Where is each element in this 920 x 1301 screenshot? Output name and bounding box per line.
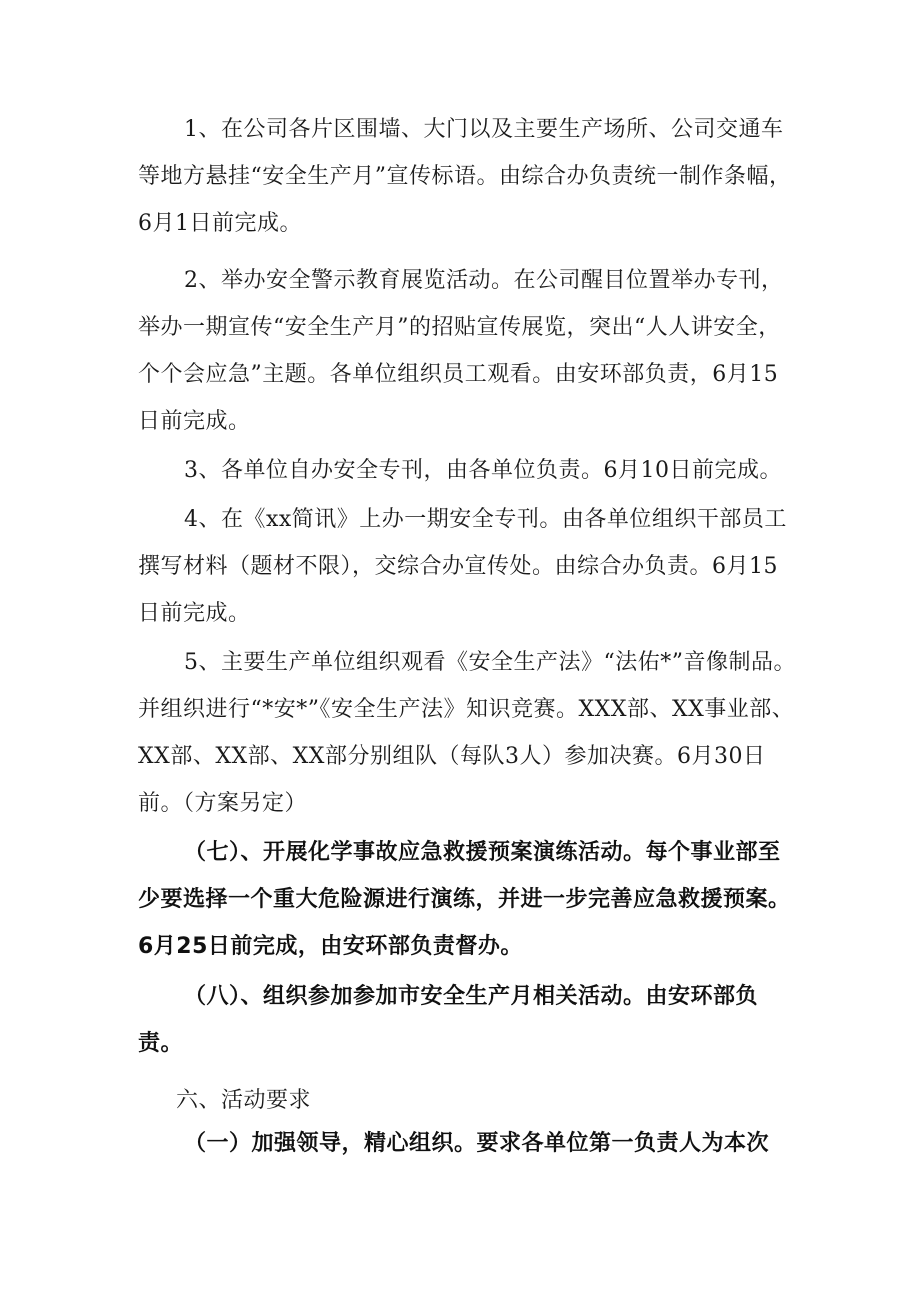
paragraph-item-2: 2、举办安全警示教育展览活动。在公司醒目位置举办专刊，举办一期宣传“安全生产月”的招贴宣传展览，突出“人人讲安全，个个会应急”主题。各单位组织员工观看。由安环部负责，6月15日前完成。 xyxy=(138,268,784,434)
paragraph-section-7: （七）、开展化学事故应急救援预案演练活动。每个事业部至少要选择一个重大危险源进行演练，并进一步完善应急救援预案。6月25日前完成，由安环部负责督办。 xyxy=(138,840,791,959)
paragraph-item-1: 1、在公司各片区围墙、大门以及主要生产场所、公司交通车等地方悬挂“安全生产月”宣传标语。由综合办负责统一制作条幅，6月1日前完成。 xyxy=(138,117,792,236)
paragraph-section-8: （八）、组织参加参加市安全生产月相关活动。由安环部负责。 xyxy=(138,984,759,1056)
section-heading-activity-requirements: 六、活动要求 xyxy=(176,1088,312,1113)
paragraph-item-5: 5、主要生产单位组织观看《安全生产法》“法佑*”音像制品。并组织进行“*安*”《安全生产法》知识竞赛。XXX部、XX事业部、XX部、XX部、XX部分别组队（每队3人）参加决赛。6月30日前。（方案另定） xyxy=(138,650,796,816)
paragraph-requirement-1: （一）加强领导，精心组织。要求各单位第一负责人为本次 xyxy=(184,1131,770,1156)
paragraph-item-4: 4、在《xx简讯》上办一期安全专刊。由各单位组织干部员工撰写材料（题材不限），交综合办宣传处。由综合办负责。6月15日前完成。 xyxy=(138,507,787,626)
paragraph-item-3: 3、各单位自办安全专刊，由各单位负责。6月10日前完成。 xyxy=(184,458,782,483)
